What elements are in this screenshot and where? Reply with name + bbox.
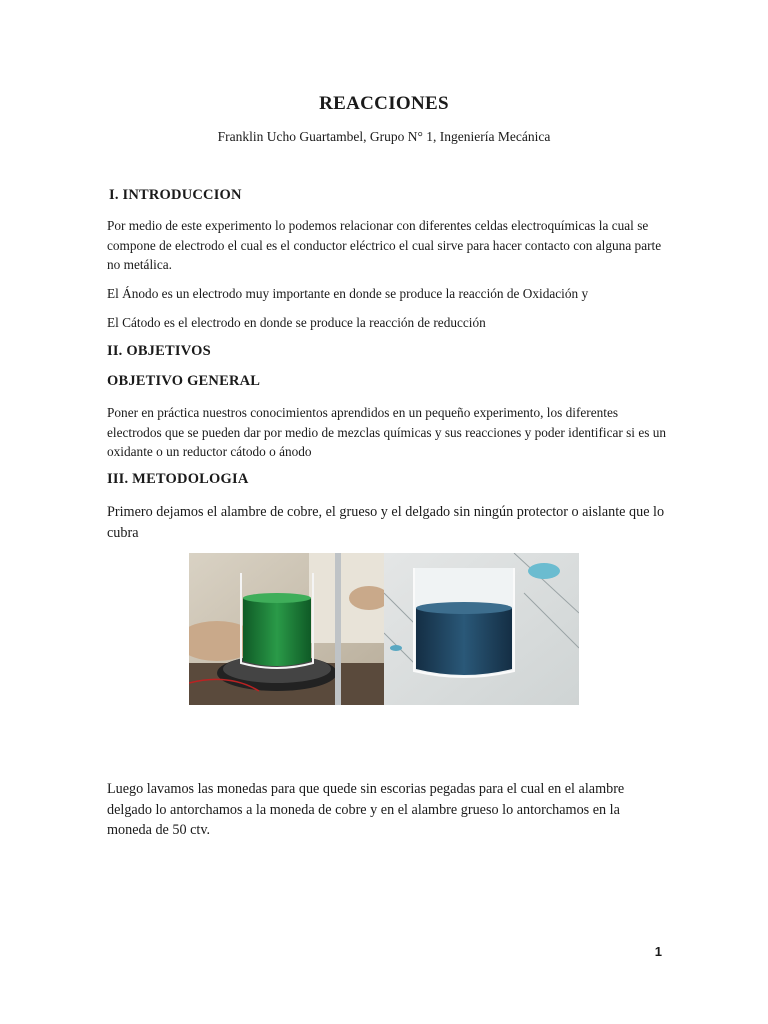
blue-beaker-photo [384,553,579,705]
document-title: REACCIONES [319,93,449,114]
page-number: 1 [654,944,662,959]
intro-paragraph-3: El Cátodo es el electrodo en donde se produce la reacción de reducción [107,315,486,330]
intro-paragraph-1: Por medio de este experimento lo podemos relacionar con diferentes celdas electroquímicas la cual se compone de electrodo el cual es el conductor eléctrico el cual sirve para hacer contacto con alguna parte no metálica. [107,218,662,272]
intro-paragraph-2: El Ánodo es un electrodo muy importante en donde se produce la reacción de Oxidación y [107,286,589,301]
section-heading-objetivos: II. OBJETIVOS [107,343,211,359]
subheading-objetivo-general: OBJETIVO GENERAL [107,373,261,389]
methodology-paragraph-2: Luego lavamos las monedas para que quede sin escorias pegadas para el cual en el alambre delgado lo antorchamos a la moneda de cobre y en el alambre grueso lo antorchamos en la moneda de 50 ctv. [107,781,625,838]
document-authors: Franklin Ucho Guartambel, Grupo N° 1, Ingeniería Mecánica [217,129,551,144]
green-beaker-photo [189,553,384,705]
experiment-photos [189,553,579,705]
section-heading-metodologia: III. METODOLOGIA [107,471,249,487]
general-objective-paragraph: Poner en práctica nuestros conocimientos aprendidos en un pequeño experimento, los diferentes electrodos que se pueden dar por medio de mezclas químicas y sus reacciones y poder identificar si es un oxidante o un reductor cátodo o ánodo [107,405,667,459]
section-heading-introduccion: I. INTRODUCCION [109,187,242,203]
methodology-paragraph-1: Primero dejamos el alambre de cobre, el grueso y el delgado sin ningún protector o aislante que lo cubra [107,504,665,541]
